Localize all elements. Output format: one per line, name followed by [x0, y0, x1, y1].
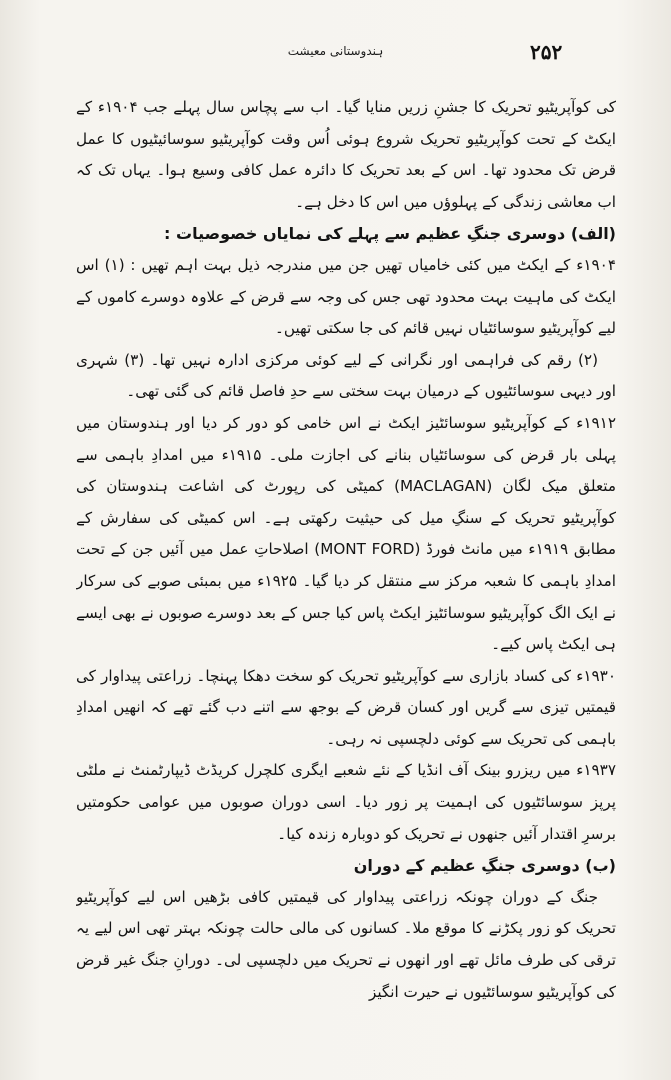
body-paragraph: ۱۹۱۲ء کے کوآپریٹیو سوسائٹیز ایکٹ نے اس خامی کو دور کر دیا اور ہندوستان میں پہلی بار قرض کی سوسائٹیاں بنانے کی اجازت ملی۔ ۱۹۱۵ء میں امدادِ باہمی سے متعلق میک لگان (MACLAGAN) کمیٹی کی رپورٹ کی اشاعت ہندوستان کی کوآپریٹیو تحریک کے سنگِ میل کی حیثیت رکھتی ہے۔ اس کمیٹی کی سفارش کے مطابق ۱۹۱۹ء میں مانٹ فورڈ (MONT FORD) اصلاحاتِ عمل میں آئیں جن کے تحت امدادِ باہمی کا شعبہ مرکز سے منتقل کر دیا گیا۔ ۱۹۲۵ء میں بمبئی صوبے کی سرکار نے ایک الگ کوآپریٹیو سوسائٹیز ایکٹ پاس کیا جس کے بعد دوسرے صوبوں نے بھی ایسے ہی ایکٹ پاس کیے۔	[76, 413, 616, 654]
body-paragraph: ۱۹۳۰ء کی کساد بازاری سے کوآپریٹیو تحریک کو سخت دھکا پہنچا۔ زراعتی پیداوار کی قیمتیں تیزی سے گریں اور کسان قرض کے بوجھ سے اتنے دب گئے تھے کہ انھیں امدادِ باہمی کی تحریک سے کوئی دلچسپی نہ رہی۔	[76, 666, 616, 748]
body-paragraph: ۱۹۳۷ء میں ریزرو بینک آف انڈیا کے نئے شعبے ایگری کلچرل کریڈٹ ڈیپارٹمنٹ نے ملٹی پرپز سوسائٹیوں کی اہمیت پر زور دیا۔ اسی دوران صوبوں میں عوامی حکومتیں برسرِ اقتدار آئیں جنھوں نے تحریک کو دوبارہ زندہ کیا۔	[76, 761, 616, 843]
section-heading: (الف) دوسری جنگِ عظیم سے پہلے کی نمایاں خصوصیات :	[164, 224, 616, 244]
body-paragraph: کی کوآپریٹیو تحریک کا جشنِ زریں منایا گیا۔ اب سے پچاس سال پہلے جب ۱۹۰۴ء کے ایکٹ کے تحت کوآپریٹیو تحریک شروع ہوئی اُس وقت کوآپریٹیو سوسائیٹیوں کا عمل قرض تک محدود تھا۔ اس کے بعد تحریک کا دائرہ عمل کافی وسیع ہوا۔ یہاں تک کہ اب معاشی زندگی کے پہلوؤں میں اس کا دخل ہے۔	[76, 98, 616, 211]
running-header-title: ہندوستانی معیشت	[287, 44, 384, 58]
section-heading: (ب) دوسری جنگِ عظیم کے دوران	[353, 856, 616, 876]
body-paragraph: (۲) رقم کی فراہمی اور نگرانی کے لیے کوئی مرکزی ادارہ نہیں تھا۔ (۳) شہری اور دیہی سوسائٹیوں کے درمیان بہت سختی سے حدِ فاصل قائم کی گئی تھی۔	[76, 350, 616, 401]
page-body-text	[76, 92, 616, 1052]
body-paragraph: ۱۹۰۴ء کے ایکٹ میں کئی خامیاں تھیں جن میں مندرجہ ذیل بہت اہم تھیں : (۱) اس ایکٹ کی ماہیت بہت محدود تھی جس کی وجہ سے قرض کے علاوہ دوسرے کاموں کے لیے کوآپریٹیو سوسائٹیاں نہیں قائم کی جا سکتی تھیں۔	[76, 255, 616, 338]
page-number: ۲۵۲	[530, 40, 563, 64]
body-paragraph: جنگ کے دوران چونکہ زراعتی پیداوار کی قیمتیں کافی بڑھیں اس لیے کوآپریٹیو تحریک کو زور پکڑنے کا موقع ملا۔ کسانوں کی مالی حالت چونکہ بہتر تھی اس لیے یہ ترقی کی طرف مائل تھے اور انھوں نے تحریک میں دلچسپی لی۔ دورانِ جنگ غیر قرض کی کوآپریٹیو سوسائٹیوں نے حیرت انگیز	[76, 887, 616, 1001]
